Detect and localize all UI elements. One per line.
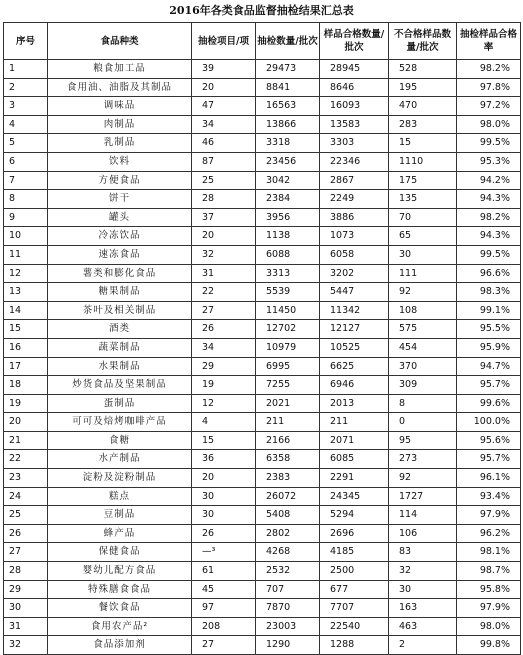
cell-index: 27 — [4, 543, 48, 562]
cell-food-category: 炒货食品及坚果制品 — [48, 376, 192, 395]
cell-test-items: 61 — [192, 562, 256, 581]
table-row — [4, 208, 521, 227]
cell-passed-count: 5447 — [320, 283, 389, 302]
table-row — [4, 524, 521, 543]
cell-index: 6 — [4, 152, 48, 171]
cell-food-category: 酒类 — [48, 320, 192, 339]
cell-pass-rate: 95.6% — [457, 431, 521, 450]
cell-pass-rate: 99.1% — [457, 301, 521, 320]
cell-failed-count: 30 — [389, 245, 457, 264]
cell-test-items: 15 — [192, 431, 256, 450]
cell-failed-count: 463 — [389, 617, 457, 636]
cell-sample-count: 23003 — [256, 617, 320, 636]
table-row — [4, 394, 521, 413]
cell-food-category: 婴幼儿配方食品 — [48, 562, 192, 581]
cell-index: 30 — [4, 599, 48, 618]
cell-pass-rate: 98.2% — [457, 60, 521, 79]
cell-index: 3 — [4, 97, 48, 116]
cell-failed-count: 454 — [389, 338, 457, 357]
cell-pass-rate: 94.7% — [457, 357, 521, 376]
cell-passed-count: 22346 — [320, 152, 389, 171]
cell-sample-count: 7255 — [256, 376, 320, 395]
cell-passed-count: 6625 — [320, 357, 389, 376]
table-row — [4, 283, 521, 302]
cell-food-category: 方便食品 — [48, 171, 192, 190]
table-row — [4, 190, 521, 209]
cell-index: 13 — [4, 283, 48, 302]
cell-failed-count: 83 — [389, 543, 457, 562]
table-row — [4, 617, 521, 636]
cell-index: 14 — [4, 301, 48, 320]
cell-test-items: 37 — [192, 208, 256, 227]
cell-pass-rate: 96.1% — [457, 469, 521, 488]
cell-sample-count: 29473 — [256, 60, 320, 79]
cell-index: 18 — [4, 376, 48, 395]
cell-sample-count: 3956 — [256, 208, 320, 227]
cell-pass-rate: 97.9% — [457, 599, 521, 618]
cell-test-items: 47 — [192, 97, 256, 116]
table-row — [4, 543, 521, 562]
table-row — [4, 115, 521, 134]
cell-test-items: 12 — [192, 394, 256, 413]
cell-food-category: 蔬菜制品 — [48, 338, 192, 357]
cell-food-category: 豆制品 — [48, 506, 192, 525]
cell-pass-rate: 99.6% — [457, 394, 521, 413]
cell-test-items: 26 — [192, 320, 256, 339]
cell-sample-count: 707 — [256, 580, 320, 599]
cell-failed-count: 273 — [389, 450, 457, 469]
cell-sample-count: 2166 — [256, 431, 320, 450]
header-failed-count: 不合格样品数量/批次 — [389, 23, 457, 60]
cell-pass-rate: 98.0% — [457, 115, 521, 134]
cell-food-category: 糕点 — [48, 487, 192, 506]
cell-failed-count: 111 — [389, 264, 457, 283]
cell-failed-count: 470 — [389, 97, 457, 116]
cell-passed-count: 28945 — [320, 60, 389, 79]
cell-sample-count: 1290 — [256, 636, 320, 655]
cell-failed-count: 15 — [389, 134, 457, 153]
table-row — [4, 320, 521, 339]
cell-sample-count: 4268 — [256, 543, 320, 562]
cell-sample-count: 12702 — [256, 320, 320, 339]
cell-test-items: 30 — [192, 506, 256, 525]
cell-test-items: 39 — [192, 60, 256, 79]
cell-pass-rate: 100.0% — [457, 413, 521, 432]
cell-sample-count: 10979 — [256, 338, 320, 357]
cell-passed-count: 1288 — [320, 636, 389, 655]
cell-sample-count: 8841 — [256, 78, 320, 97]
table-row — [4, 506, 521, 525]
cell-pass-rate: 95.9% — [457, 338, 521, 357]
table-row — [4, 580, 521, 599]
table-row — [4, 227, 521, 246]
table-row — [4, 487, 521, 506]
cell-test-items: 87 — [192, 152, 256, 171]
cell-passed-count: 22540 — [320, 617, 389, 636]
cell-index: 5 — [4, 134, 48, 153]
cell-pass-rate: 98.1% — [457, 543, 521, 562]
cell-test-items: 27 — [192, 301, 256, 320]
cell-food-category: 淀粉及淀粉制品 — [48, 469, 192, 488]
cell-index: 1 — [4, 60, 48, 79]
cell-passed-count: 211 — [320, 413, 389, 432]
cell-failed-count: 92 — [389, 469, 457, 488]
cell-passed-count: 11342 — [320, 301, 389, 320]
cell-test-items: 30 — [192, 487, 256, 506]
cell-food-category: 糖果制品 — [48, 283, 192, 302]
cell-index: 2 — [4, 78, 48, 97]
table-row — [4, 264, 521, 283]
cell-failed-count: 163 — [389, 599, 457, 618]
cell-food-category: 粮食加工品 — [48, 60, 192, 79]
cell-failed-count: 95 — [389, 431, 457, 450]
cell-failed-count: 195 — [389, 78, 457, 97]
cell-pass-rate: 95.7% — [457, 450, 521, 469]
cell-failed-count: 32 — [389, 562, 457, 581]
cell-food-category: 调味品 — [48, 97, 192, 116]
cell-passed-count: 1073 — [320, 227, 389, 246]
cell-food-category: 水果制品 — [48, 357, 192, 376]
cell-passed-count: 4185 — [320, 543, 389, 562]
cell-sample-count: 26072 — [256, 487, 320, 506]
table-row — [4, 636, 521, 655]
cell-test-items: —³ — [192, 543, 256, 562]
cell-test-items: 32 — [192, 245, 256, 264]
cell-failed-count: 106 — [389, 524, 457, 543]
cell-passed-count: 6085 — [320, 450, 389, 469]
cell-index: 8 — [4, 190, 48, 209]
cell-index: 21 — [4, 431, 48, 450]
cell-sample-count: 3042 — [256, 171, 320, 190]
cell-food-category: 可可及焙烤咖啡产品 — [48, 413, 192, 432]
table-row — [4, 469, 521, 488]
cell-food-category: 食用农产品² — [48, 617, 192, 636]
cell-sample-count: 2532 — [256, 562, 320, 581]
header-sample-count: 抽检数量/批次 — [256, 23, 320, 60]
cell-failed-count: 575 — [389, 320, 457, 339]
cell-sample-count: 7870 — [256, 599, 320, 618]
cell-failed-count: 70 — [389, 208, 457, 227]
cell-pass-rate: 95.3% — [457, 152, 521, 171]
cell-pass-rate: 94.3% — [457, 190, 521, 209]
table-row — [4, 413, 521, 432]
cell-pass-rate: 95.5% — [457, 320, 521, 339]
cell-failed-count: 92 — [389, 283, 457, 302]
cell-pass-rate: 94.3% — [457, 227, 521, 246]
cell-pass-rate: 97.2% — [457, 97, 521, 116]
cell-failed-count: 108 — [389, 301, 457, 320]
table-row — [4, 357, 521, 376]
cell-test-items: 97 — [192, 599, 256, 618]
cell-pass-rate: 97.8% — [457, 78, 521, 97]
cell-passed-count: 2500 — [320, 562, 389, 581]
cell-passed-count: 3303 — [320, 134, 389, 153]
cell-test-items: 28 — [192, 190, 256, 209]
cell-passed-count: 12127 — [320, 320, 389, 339]
cell-index: 23 — [4, 469, 48, 488]
cell-food-category: 食品添加剂 — [48, 636, 192, 655]
cell-passed-count: 13583 — [320, 115, 389, 134]
cell-pass-rate: 98.3% — [457, 283, 521, 302]
cell-food-category: 速冻食品 — [48, 245, 192, 264]
cell-sample-count: 6995 — [256, 357, 320, 376]
table-body — [4, 60, 521, 655]
cell-passed-count: 16093 — [320, 97, 389, 116]
results-table — [3, 22, 521, 655]
cell-index: 28 — [4, 562, 48, 581]
cell-passed-count: 24345 — [320, 487, 389, 506]
cell-failed-count: 1727 — [389, 487, 457, 506]
cell-sample-count: 2384 — [256, 190, 320, 209]
cell-failed-count: 309 — [389, 376, 457, 395]
cell-index: 11 — [4, 245, 48, 264]
cell-passed-count: 2071 — [320, 431, 389, 450]
cell-test-items: 26 — [192, 524, 256, 543]
cell-sample-count: 5539 — [256, 283, 320, 302]
cell-failed-count: 175 — [389, 171, 457, 190]
table-title: 2016年各类食品监督抽检结果汇总表 — [169, 4, 354, 17]
cell-failed-count: 65 — [389, 227, 457, 246]
cell-failed-count: 528 — [389, 60, 457, 79]
table-row — [4, 60, 521, 79]
cell-passed-count: 2013 — [320, 394, 389, 413]
table-row — [4, 376, 521, 395]
cell-food-category: 食糖 — [48, 431, 192, 450]
cell-food-category: 罐头 — [48, 208, 192, 227]
cell-index: 32 — [4, 636, 48, 655]
cell-pass-rate: 95.7% — [457, 376, 521, 395]
cell-index: 22 — [4, 450, 48, 469]
cell-sample-count: 3318 — [256, 134, 320, 153]
cell-passed-count: 2249 — [320, 190, 389, 209]
cell-passed-count: 2867 — [320, 171, 389, 190]
cell-food-category: 特殊膳食食品 — [48, 580, 192, 599]
cell-food-category: 蜂产品 — [48, 524, 192, 543]
cell-food-category: 饼干 — [48, 190, 192, 209]
cell-failed-count: 30 — [389, 580, 457, 599]
cell-passed-count: 8646 — [320, 78, 389, 97]
cell-test-items: 25 — [192, 171, 256, 190]
cell-food-category: 餐饮食品 — [48, 599, 192, 618]
cell-sample-count: 3313 — [256, 264, 320, 283]
cell-pass-rate: 99.5% — [457, 134, 521, 153]
cell-test-items: 45 — [192, 580, 256, 599]
cell-index: 9 — [4, 208, 48, 227]
table-row — [4, 599, 521, 618]
cell-index: 12 — [4, 264, 48, 283]
cell-test-items: 20 — [192, 469, 256, 488]
cell-test-items: 22 — [192, 283, 256, 302]
cell-test-items: 27 — [192, 636, 256, 655]
cell-pass-rate: 96.6% — [457, 264, 521, 283]
cell-index: 16 — [4, 338, 48, 357]
cell-index: 20 — [4, 413, 48, 432]
cell-index: 26 — [4, 524, 48, 543]
cell-food-category: 水产制品 — [48, 450, 192, 469]
cell-sample-count: 2383 — [256, 469, 320, 488]
cell-index: 29 — [4, 580, 48, 599]
cell-food-category: 饮料 — [48, 152, 192, 171]
cell-test-items: 20 — [192, 78, 256, 97]
header-row — [4, 23, 521, 60]
cell-passed-count: 5294 — [320, 506, 389, 525]
cell-pass-rate: 99.5% — [457, 245, 521, 264]
cell-passed-count: 10525 — [320, 338, 389, 357]
header-test-items: 抽检项目/项 — [192, 23, 256, 60]
cell-pass-rate: 98.2% — [457, 208, 521, 227]
cell-food-category: 蛋制品 — [48, 394, 192, 413]
cell-sample-count: 16563 — [256, 97, 320, 116]
cell-test-items: 208 — [192, 617, 256, 636]
cell-index: 25 — [4, 506, 48, 525]
cell-index: 10 — [4, 227, 48, 246]
table-row — [4, 431, 521, 450]
cell-pass-rate: 96.2% — [457, 524, 521, 543]
cell-pass-rate: 98.0% — [457, 617, 521, 636]
cell-failed-count: 283 — [389, 115, 457, 134]
cell-test-items: 4 — [192, 413, 256, 432]
cell-test-items: 31 — [192, 264, 256, 283]
cell-food-category: 茶叶及相关制品 — [48, 301, 192, 320]
cell-index: 15 — [4, 320, 48, 339]
cell-pass-rate: 94.2% — [457, 171, 521, 190]
cell-index: 17 — [4, 357, 48, 376]
cell-pass-rate: 97.9% — [457, 506, 521, 525]
cell-test-items: 20 — [192, 227, 256, 246]
cell-index: 24 — [4, 487, 48, 506]
cell-sample-count: 1138 — [256, 227, 320, 246]
cell-test-items: 46 — [192, 134, 256, 153]
table-row — [4, 562, 521, 581]
cell-passed-count: 6946 — [320, 376, 389, 395]
table-row — [4, 450, 521, 469]
table-row — [4, 245, 521, 264]
table-row — [4, 134, 521, 153]
cell-passed-count: 3202 — [320, 264, 389, 283]
cell-food-category: 冷冻饮品 — [48, 227, 192, 246]
cell-sample-count: 6358 — [256, 450, 320, 469]
header-food-category: 食品种类 — [48, 23, 192, 60]
cell-failed-count: 135 — [389, 190, 457, 209]
cell-passed-count: 6058 — [320, 245, 389, 264]
cell-failed-count: 114 — [389, 506, 457, 525]
cell-passed-count: 2696 — [320, 524, 389, 543]
cell-failed-count: 2 — [389, 636, 457, 655]
header-pass-rate: 抽检样品合格率 — [457, 23, 521, 60]
cell-failed-count: 8 — [389, 394, 457, 413]
table-row — [4, 171, 521, 190]
cell-failed-count: 1110 — [389, 152, 457, 171]
cell-food-category: 肉制品 — [48, 115, 192, 134]
cell-food-category: 保健食品 — [48, 543, 192, 562]
cell-sample-count: 11450 — [256, 301, 320, 320]
table-row — [4, 301, 521, 320]
header-index: 序号 — [4, 23, 48, 60]
cell-sample-count: 2802 — [256, 524, 320, 543]
cell-pass-rate: 99.8% — [457, 636, 521, 655]
cell-sample-count: 13866 — [256, 115, 320, 134]
cell-sample-count: 2021 — [256, 394, 320, 413]
table-row — [4, 97, 521, 116]
cell-pass-rate: 93.4% — [457, 487, 521, 506]
cell-pass-rate: 98.7% — [457, 562, 521, 581]
cell-passed-count: 3886 — [320, 208, 389, 227]
header-passed-count: 样品合格数量/批次 — [320, 23, 389, 60]
cell-food-category: 薯类和膨化食品 — [48, 264, 192, 283]
cell-index: 19 — [4, 394, 48, 413]
cell-index: 31 — [4, 617, 48, 636]
cell-food-category: 乳制品 — [48, 134, 192, 153]
cell-index: 4 — [4, 115, 48, 134]
cell-passed-count: 7707 — [320, 599, 389, 618]
table-row — [4, 152, 521, 171]
table-row — [4, 338, 521, 357]
cell-sample-count: 6088 — [256, 245, 320, 264]
cell-food-category: 食用油、油脂及其制品 — [48, 78, 192, 97]
cell-passed-count: 2291 — [320, 469, 389, 488]
cell-failed-count: 0 — [389, 413, 457, 432]
table-row — [4, 78, 521, 97]
cell-test-items: 29 — [192, 357, 256, 376]
cell-sample-count: 211 — [256, 413, 320, 432]
cell-test-items: 19 — [192, 376, 256, 395]
cell-test-items: 34 — [192, 338, 256, 357]
cell-sample-count: 23456 — [256, 152, 320, 171]
cell-test-items: 34 — [192, 115, 256, 134]
cell-failed-count: 370 — [389, 357, 457, 376]
cell-test-items: 36 — [192, 450, 256, 469]
cell-index: 7 — [4, 171, 48, 190]
cell-passed-count: 677 — [320, 580, 389, 599]
cell-sample-count: 5408 — [256, 506, 320, 525]
cell-pass-rate: 95.8% — [457, 580, 521, 599]
